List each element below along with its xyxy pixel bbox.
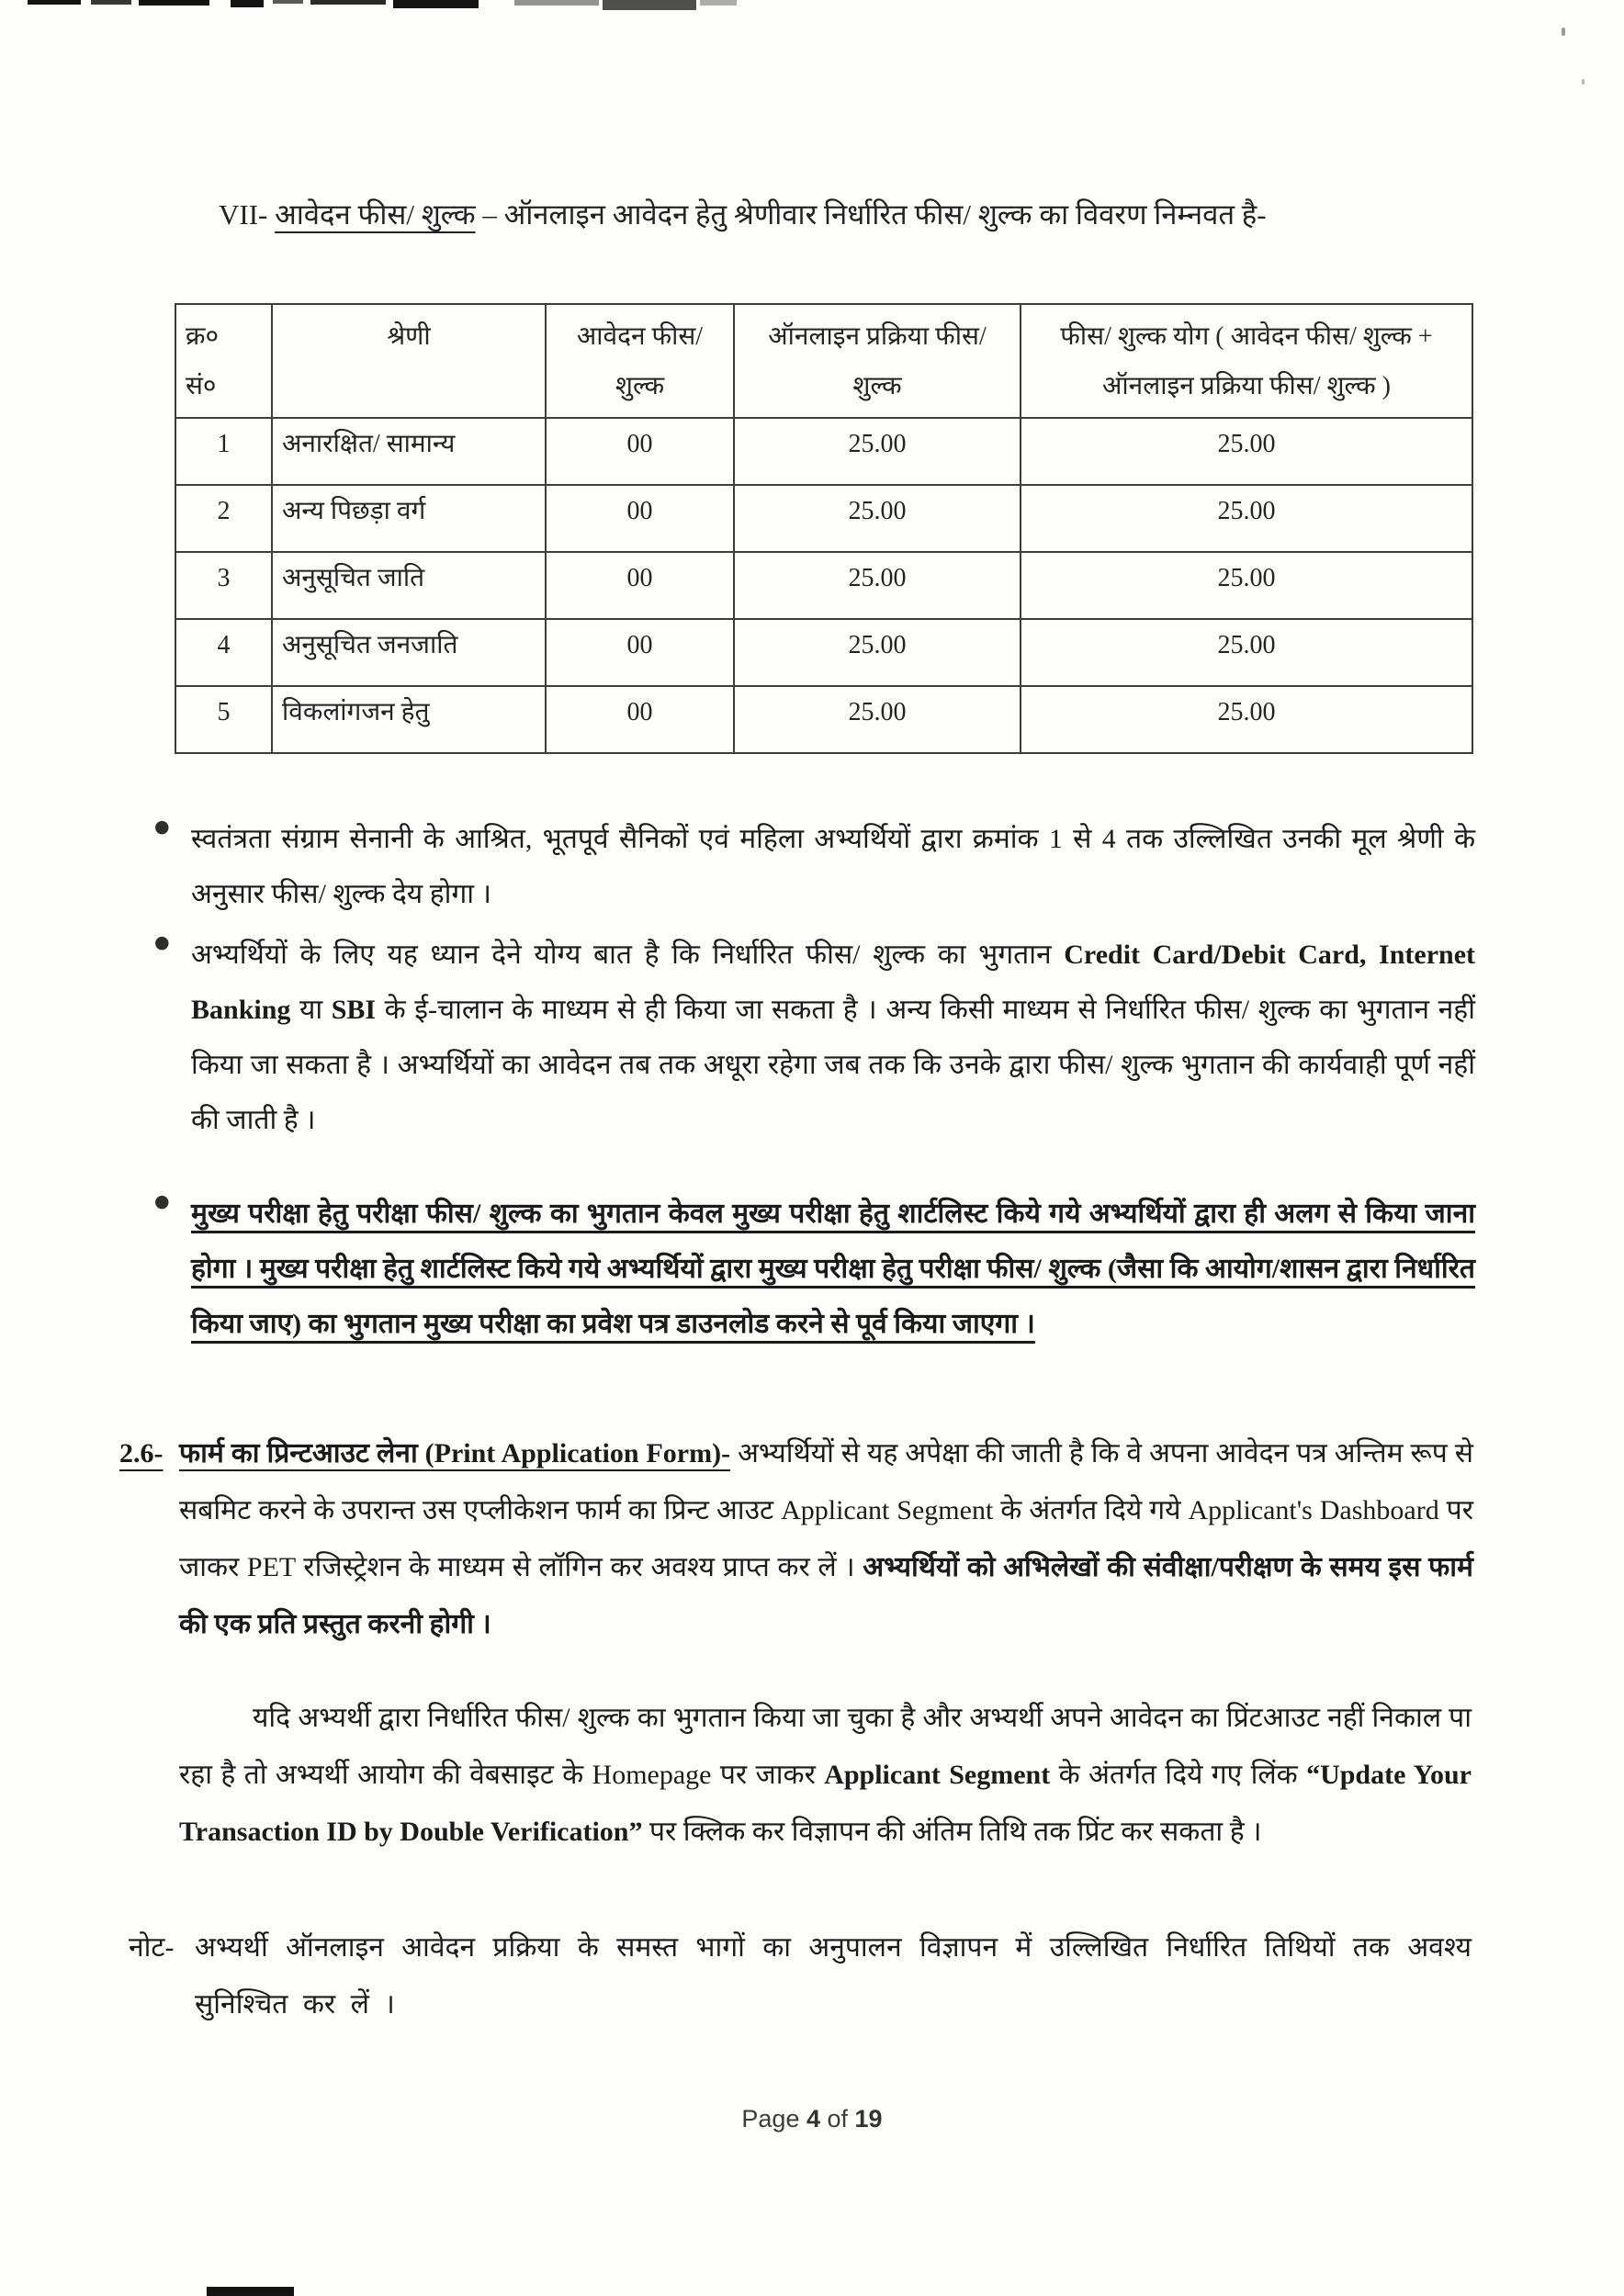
section-heading: फार्म का प्रिन्टआउट लेना (Print Application Form)- [179,1438,731,1469]
cell-application-fee: 00 [546,418,734,485]
bullet1-text: स्वतंत्रता संग्राम सेनानी के आश्रित, भूतपूर्व सैनिकों एवं महिला अभ्यर्थियों द्वारा क्रमांक 1 से 4 तक उल्लिखित उनकी मूल श्रेणी के अनुसार फीस/ शुल्क देय होगा । [191,824,1475,909]
cell-online-process-fee: 25.00 [734,686,1021,753]
cell-sno: 5 [175,686,272,753]
scan-artifact [514,0,599,6]
para2-text-1: यदि अभ्यर्थी द्वारा निर्धारित फीस/ शुल्क का भुगतान किया जा चुका है और अभ्यर्थी अपने आवेदन का प्रिंटआउट नहीं निकाल पा रहा है तो अभ्यर्थी आयोग की वेबसाइट के Homepage पर जाकर [179,1703,1472,1790]
section-para1-bold: अभ्यर्थियों को अभिलेखों की संवीक्षा/परीक्षण के समय इस फार्म की एक प्रति प्रस्तुत करनी होगी । [179,1552,1473,1639]
bullet3-text: मुख्य परीक्षा हेतु परीक्षा फीस/ शुल्क का भुगतान केवल मुख्य परीक्षा हेतु शार्टलिस्ट किये गये अभ्यर्थियों द्वारा ही अलग से किया जाना होगा । मुख्य परीक्षा हेतु शार्टलिस्ट किये गये अभ्यर्थियों द्वारा मुख्य परीक्षा हेतु परीक्षा फीस/ शुल्क (जैसा कि आयोग/शासन द्वारा निर्धारित किया जाए) का भुगतान मुख्य परीक्षा का प्रवेश पत्र डाउनलोड करने से पूर्व किया जाएगा । [191,1199,1475,1339]
cell-online-process-fee: 25.00 [734,552,1021,619]
page-title [219,195,1267,235]
cell-online-process-fee: 25.00 [734,619,1021,686]
header-sno [175,304,272,418]
scan-artifact [1582,79,1585,84]
bullet-text [191,1187,1475,1352]
cell-sno: 1 [175,418,272,485]
header-sno-line2: सं० [186,372,217,400]
note-block [129,1919,1472,2033]
cell-online-process-fee: 25.00 [734,418,1021,485]
scan-artifact [91,0,131,5]
para2-bold-applicant-segment: Applicant Segment [824,1760,1051,1790]
cell-application-fee: 00 [546,619,734,686]
header-category: श्रेणी [272,304,546,418]
scan-artifact [310,0,386,5]
scan-artifact [139,0,209,6]
bullet-text [191,928,1475,1148]
table-row [175,418,1472,485]
cell-online-process-fee: 25.00 [734,485,1021,552]
cell-total-fee: 25.00 [1021,485,1472,552]
para2-text-2: के अंतर्गत दिये गए लिंक [1050,1760,1307,1790]
bullet-item-payment-modes [154,928,1475,1148]
header-total-fee: फीस/ शुल्क योग ( आवेदन फीस/ शुल्क + ऑनलाइन प्रक्रिया फीस/ शुल्क ) [1021,304,1472,418]
bullet2-text-1: अभ्यर्थियों के लिए यह ध्यान देने योग्य बात है कि निर्धारित फीस/ शुल्क का भुगतान [191,940,1065,970]
bullet-text [191,812,1475,922]
cell-sno: 4 [175,619,272,686]
page-footer [0,2105,1624,2133]
bullet2-bold-payment-modes: Credit Card/Debit Card, Internet Banking [191,940,1475,1025]
cell-total-fee: 25.00 [1021,552,1472,619]
footer-current-page: 4 [806,2105,820,2133]
cell-total-fee: 25.00 [1021,418,1472,485]
scan-artifact [1562,28,1565,36]
cell-category: अन्य पिछड़ा वर्ग [272,485,546,552]
footer-page-prefix: Page [741,2105,806,2133]
footer-total-pages: 19 [854,2105,883,2133]
title-rest: – ऑनलाइन आवेदन हेतु श्रेणीवार निर्धारित फीस/ शुल्क का विवरण निम्नवत है- [475,198,1267,231]
bullet2-text-3: के ई-चालान के माध्यम से ही किया जा सकता है । अन्य किसी माध्यम से निर्धारित फीस/ शुल्क का भुगतान नहीं किया जा सकता है । अभ्यर्थियों का आवेदन तब तक अधूरा रहेगा जब तक कि उनके द्वारा फीस/ शुल्क भुगतान की कार्यवाही पूर्ण नहीं की जाती है । [191,995,1475,1135]
cell-sno: 3 [175,552,272,619]
title-prefix: VII- [219,198,276,231]
section-para1-text: अभ्यर्थियों से यह अपेक्षा की जाती है कि वे अपना आवेदन पत्र अन्तिम रूप से सबमिट करने के उपरान्त उस एप्लीकेशन फार्म का प्रिन्ट आउट Applicant Segment के अंतर्गत दिये गये Applicant's Dashboard पर जाकर PET रजिस्ट्रेशन के माध्यम से लॉगिन कर अवश्य प्राप्त कर लें । [179,1438,1474,1582]
cell-total-fee: 25.00 [1021,686,1472,753]
scan-artifact [700,0,737,6]
header-application-fee: आवेदन फीस/ शुल्क [546,304,734,418]
scan-artifact [207,2287,294,2296]
cell-application-fee: 00 [546,552,734,619]
header-online-process-fee: ऑनलाइन प्रक्रिया फीस/ शुल्क [734,304,1021,418]
note-text [195,1919,1472,2033]
para2-bold-update-link: “Update Your Transaction ID by Double Verification” [179,1760,1472,1847]
section-print-application-form [119,1425,1473,1653]
scan-artifact [273,0,303,4]
table-row [175,485,1472,552]
paragraph-transaction-id [179,1690,1472,1861]
bullet-item-fee-category [154,812,1475,922]
bullet-icon: ● [154,816,170,837]
para2-text-3: पर क्लिक कर विज्ञापन की अंतिम तिथि तक प्रिंट कर सकता है । [642,1817,1262,1847]
bullet2-text-2: या [290,995,332,1025]
section-body [179,1425,1473,1653]
scan-artifact [231,0,264,7]
table-row [175,686,1472,753]
cell-category: अनारक्षित/ सामान्य [272,418,546,485]
bullet-icon: ● [154,932,170,952]
bullet-icon: ● [154,1191,170,1211]
cell-total-fee: 25.00 [1021,619,1472,686]
footer-of: of [820,2105,855,2133]
cell-category: विकलांगजन हेतु [272,686,546,753]
cell-category: अनुसूचित जनजाति [272,619,546,686]
note-text-content: अभ्यर्थी ऑनलाइन आवेदन प्रक्रिया के समस्त भागों का अनुपालन विज्ञापन में उल्लिखित निर्धारित तिथियों तक अवश्य सुनिश्चित कर लें । [195,1932,1472,2020]
scan-artifact [393,0,479,8]
cell-application-fee: 00 [546,686,734,753]
cell-sno: 2 [175,485,272,552]
table-header-row [175,304,1472,418]
table-row [175,552,1472,619]
fee-table [175,303,1473,754]
scan-artifact [603,0,696,10]
table-row [175,619,1472,686]
title-underlined-term: आवेदन फीस/ शुल्क [275,198,476,231]
bullet2-bold-sbi: SBI [331,995,377,1025]
header-sno-line1: क्र० [186,322,220,351]
scan-artifact [28,0,81,5]
note-label: नोट- [129,1932,175,1963]
section-number: 2.6- [119,1438,164,1469]
bullet-item-mains-fee [154,1187,1475,1352]
cell-category: अनुसूचित जाति [272,552,546,619]
cell-application-fee: 00 [546,485,734,552]
